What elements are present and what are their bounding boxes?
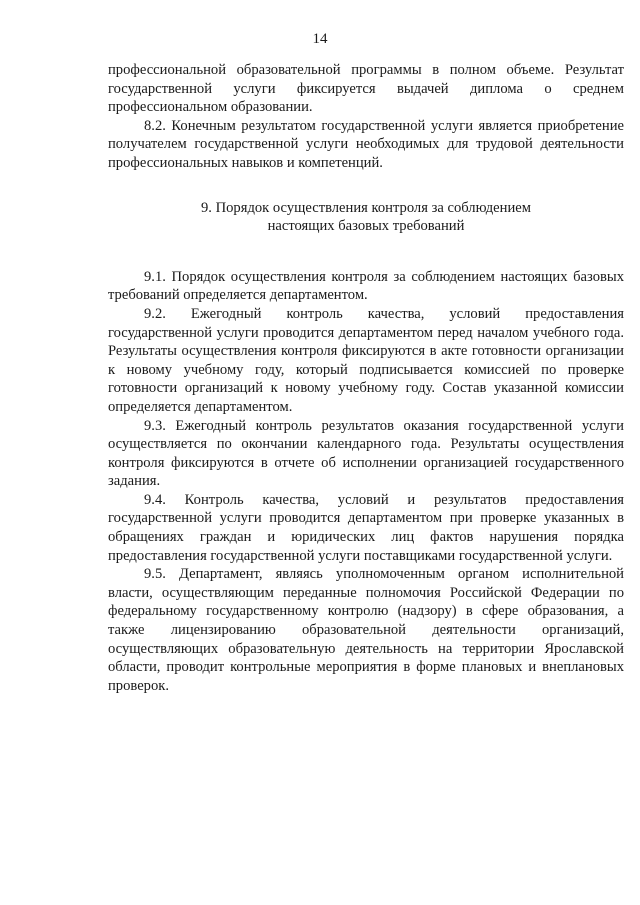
page-number: 14 bbox=[312, 31, 328, 47]
paragraph-8-2: 8.2. Конечным результатом государственной услуги является приобретение получателем государственной услуги необходимых для трудовой деятельности профессиональных навыков и компетенций. bbox=[108, 117, 624, 171]
paragraph-9-2: 9.2. Ежегодный контроль качества, условий предоставления государственной услуги проводится департаментом перед началом учебного года. Результаты осуществления контроля фиксируются в акте готовности организации к новому учебному году, который подписывается комиссией по проверке готовности организаций к новому учебному году. Состав указанной комиссии определяется департаментом. bbox=[108, 305, 624, 415]
section-heading-line-1: 9. Порядок осуществления контроля за соблюдением bbox=[201, 199, 531, 216]
paragraph-8-1-continuation: профессиональной образовательной программы в полном объеме. Результат государственной услуги фиксируется выдачей диплома о среднем профессиональном образовании. bbox=[108, 62, 624, 116]
section-heading-line-2: настоящих базовых требований bbox=[267, 218, 465, 235]
paragraph-9-1: 9.1. Порядок осуществления контроля за соблюдением настоящих базовых требований определяется департаментом. bbox=[108, 268, 624, 304]
paragraph-9-4: 9.4. Контроль качества, условий и результатов предоставления государственной услуги проводится департаментом при проверке указанных в обращениях граждан и юридических лиц фактов нарушения порядка предоставления государственной услуги поставщиками государственной услуги. bbox=[108, 491, 624, 564]
paragraph-9-5: 9.5. Департамент, являясь уполномоченным органом исполнительной власти, осуществляющим переданные полномочия Российской Федерации по федеральному государственному контролю (надзору) в сфере образования, а также лицензированию образовательной деятельности организаций, осуществляющих образовательную деятельность на территории Ярославской области, проводит контрольные мероприятия в форме плановых и внеплановых проверок. bbox=[108, 566, 624, 694]
section-9-heading bbox=[108, 199, 624, 236]
document-body bbox=[108, 61, 624, 695]
paragraph-9-3: 9.3. Ежегодный контроль результатов оказания государственной услуги осуществляется по окончании календарного года. Результаты осуществления контроля фиксируются в отчете об исполнении организацией государственного задания. bbox=[108, 417, 624, 490]
